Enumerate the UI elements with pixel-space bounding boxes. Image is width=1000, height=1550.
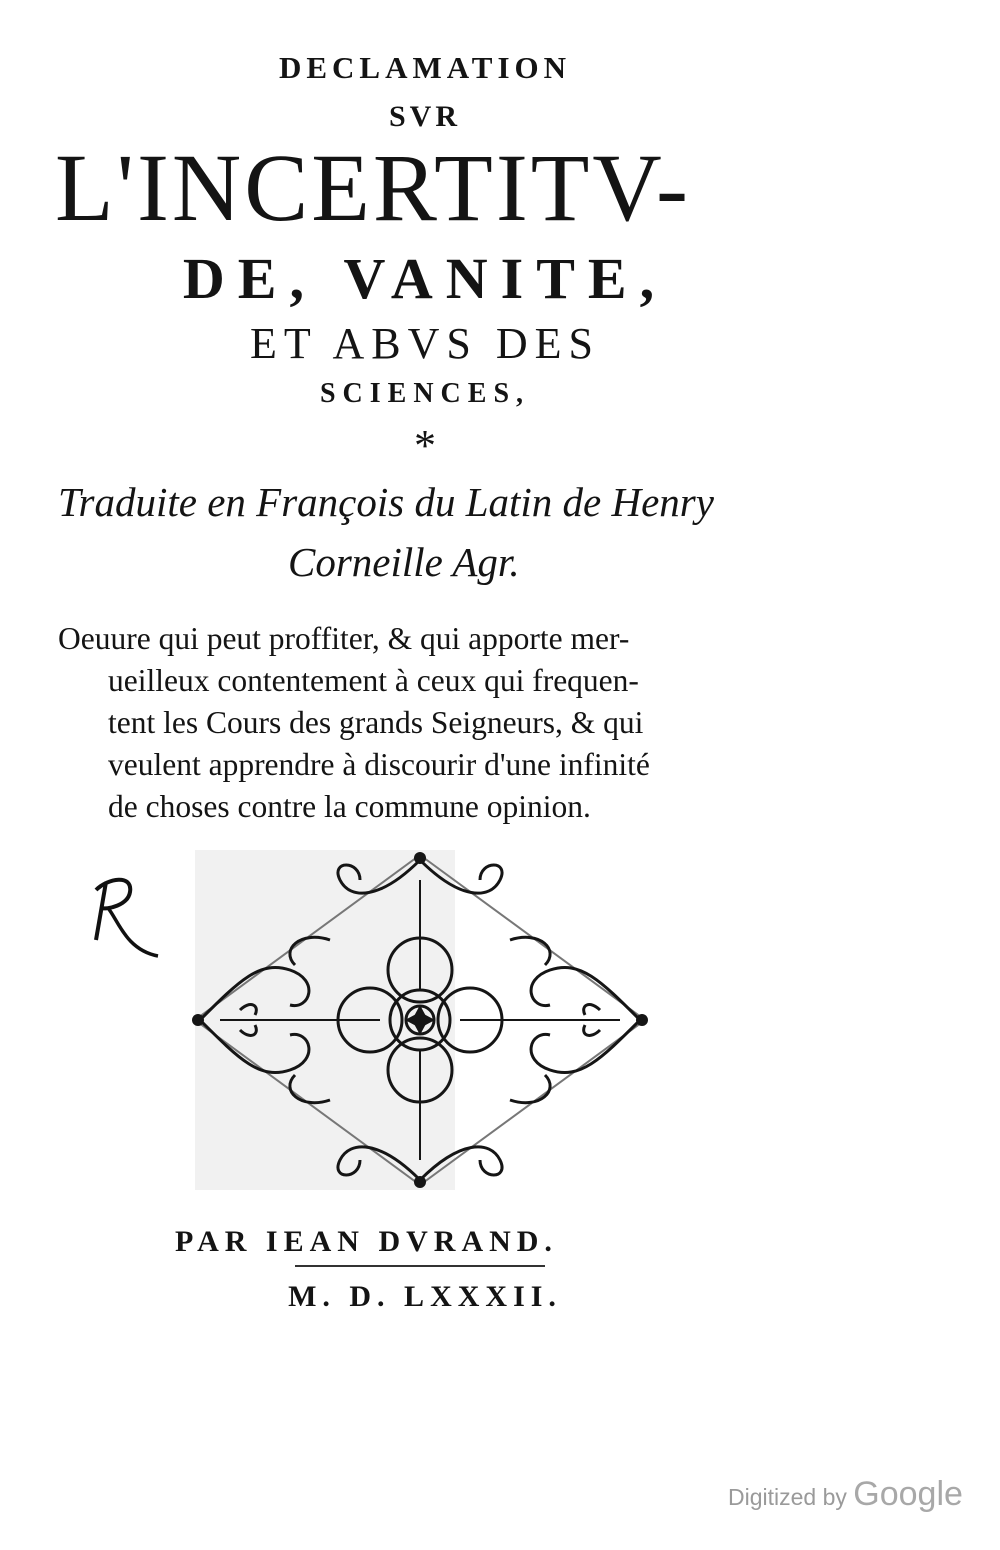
heading-svr: SVR [388, 100, 461, 133]
fleuron-ornament-icon [180, 840, 660, 1200]
watermark-prefix: Digitized by [728, 1484, 847, 1510]
description-line: veulent apprendre à discourir d'une infinité [108, 747, 650, 782]
digitized-watermark [728, 1475, 963, 1514]
description-line: de choses contre la commune opinion. [108, 789, 591, 824]
translator-line-2: Corneille Agr. [288, 539, 520, 585]
ornament-star: * [414, 421, 436, 470]
handwritten-mark-icon [78, 860, 168, 970]
description-paragraph [58, 618, 793, 828]
heading-declamation: DECLAMATION [278, 50, 572, 85]
heading-sciences: SCIENCES, [319, 378, 531, 409]
translator-line-1: Traduite en François du Latin de Henry [58, 479, 714, 525]
description-line: ueilleux contentement à ceux qui frequen- [108, 663, 639, 698]
watermark-brand: Google [853, 1475, 963, 1513]
imprint-date: M. D. LXXXII. [288, 1280, 562, 1313]
heading-vanite: DE, VANITE, [182, 246, 668, 311]
heading-incertitude: L'INCERTITV- [55, 134, 691, 241]
description-line: tent les Cours des grands Seigneurs, & qui [108, 705, 644, 740]
imprint-rule [295, 1265, 545, 1267]
heading-abus: ET ABVS DES [249, 319, 601, 368]
imprint-printer: PAR IEAN DVRAND. [175, 1225, 558, 1258]
description-line: Oeuure qui peut proffiter, & qui apporte mer- [58, 621, 630, 656]
